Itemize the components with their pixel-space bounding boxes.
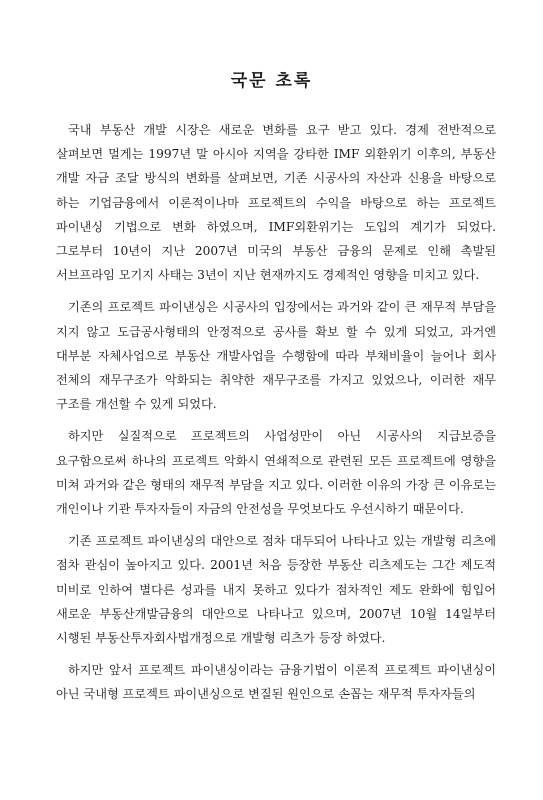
- abstract-paragraph-2: 기존의 프로젝트 파이낸싱은 시공사의 입장에서는 과거와 같이 큰 재무적 부담을 지지 않고 도급공사형태의 안정적으로 공사를 확보 할 수 있게 되었고, 과거엔 대부분 자체사업으로 부동산 개발사업을 수행함에 따라 부채비율이 늘어나 회사 전체의 재무구조가 악화되는 취약한 재무구조를 가지고 있었으나, 이러한 재무 구조를 개선할 수 있게 되었다.: [56, 300, 496, 412]
- page-title: 국문 초록: [230, 71, 313, 91]
- abstract-body: [56, 118, 496, 715]
- abstract-paragraph-3: 하지만 실질적으로 프로젝트의 사업성만이 아닌 시공사의 지급보증을 요구함으로써 하나의 프로젝트 악화시 연쇄적으로 관련된 모든 프로젝트에 영향을 미쳐 과거와 같은 형태의 재무적 부담을 지고 있다. 이러한 이유의 가장 큰 이유로는 개인이나 기관 투자자들이 자금의 안전성을 무엇보다도 우선시하기 때문이다.: [56, 429, 496, 517]
- abstract-paragraph-1: 국내 부동산 개발 시장은 새로운 변화를 요구 받고 있다. 경제 전반적으로 살펴보면 멀게는 1997년 말 아시아 지역을 강타한 IMF 외환위기 이후의, 부동산 개발 자금 조달 방식의 변화를 살펴보면, 기존 시공사의 자산과 신용을 바탕으로 하는 기업금융에서 이론적이나마 프로젝트의 수익을 바탕으로 하는 프로젝트 파이낸싱 기법으로 변화 하였으며, IMF외환위기는 도입의 계기가 되었다. 그로부터 10년이 지난 2007년 미국의 부동산 금융의 문제로 인해 촉발된 서브프라임 모기지 사태는 3년이 지난 현재까지도 경제적인 영향을 미치고 있다.: [56, 123, 496, 283]
- abstract-paragraph-4: 기존 프로젝트 파이낸싱의 대안으로 점차 대두되어 나타나고 있는 개발형 리츠에 점차 관심이 높아지고 있다. 2001년 처음 등장한 부동산 리츠제도는 그간 제도적 미비로 인하여 별다른 성과를 내지 못하고 있다가 점차적인 제도 완화에 힘입어 새로운 부동산개발금융의 대안으로 나타나고 있으며, 2007년 10월 14일부터 시행된 부동산투자회사법개정으로 개발형 리츠가 등장 하였다.: [56, 534, 496, 646]
- abstract-paragraph-5: 하지만 앞서 프로젝트 파이낸싱이라는 금융기법이 이론적 프로젝트 파이낸싱이 아닌 국내형 프로젝트 파이낸싱으로 변질된 원인으로 손꼽는 재무적 투자자들의: [56, 663, 496, 702]
